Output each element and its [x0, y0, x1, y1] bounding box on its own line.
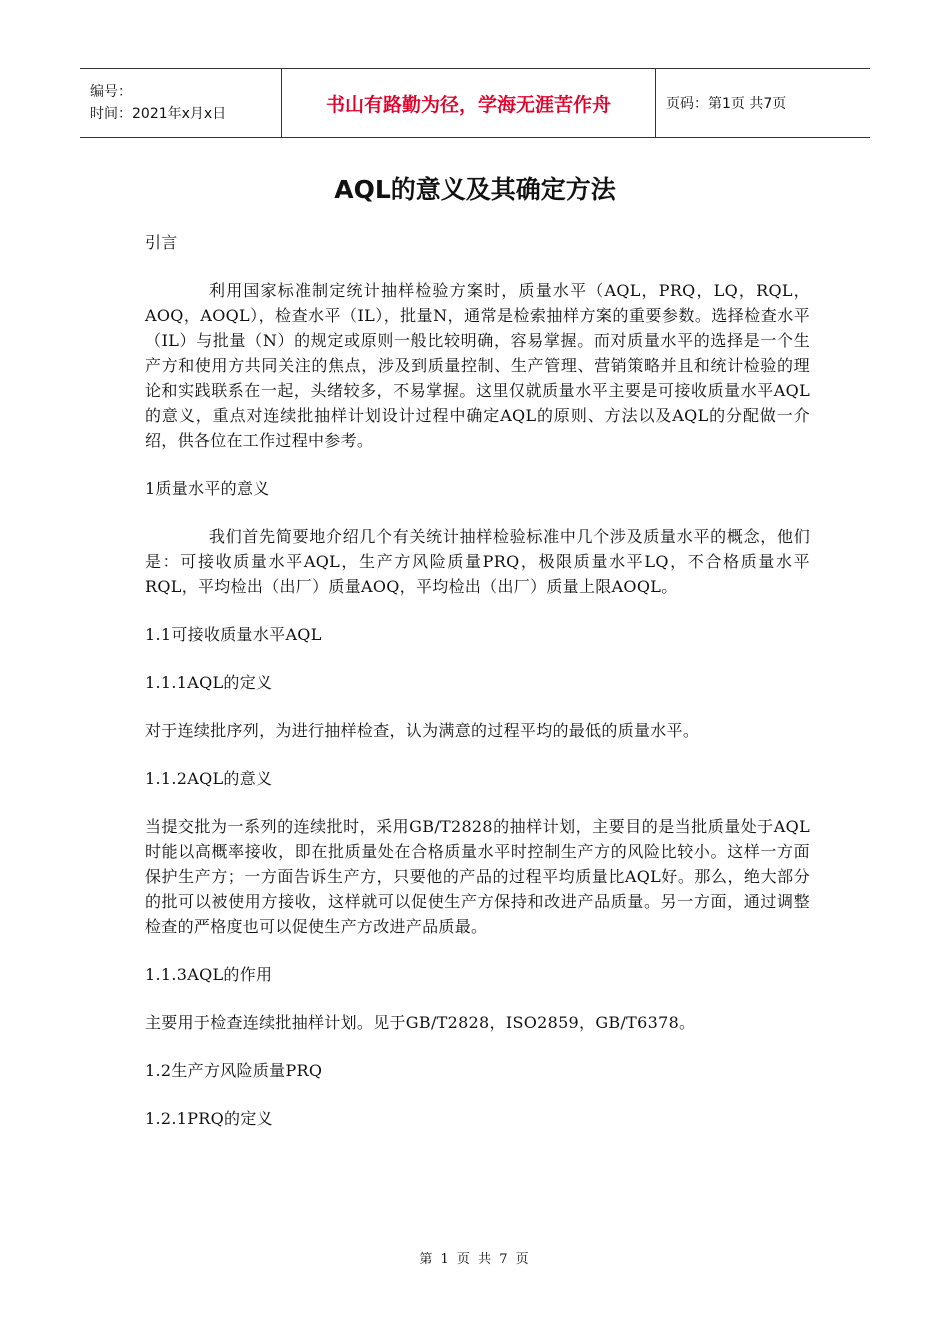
section-heading-1-1-2: 1.1.2AQL的意义	[145, 769, 273, 788]
paragraph-1: 我们首先简要地介绍几个有关统计抽样检验标准中几个涉及质量水平的概念，他们是：可接收质量水平AQL，生产方风险质量PRQ，极限质量水平LQ，不合格质量水平RQL，平均检出（出厂）质量AOQ，平均检出（出厂）质量上限AOQL。	[145, 527, 810, 596]
paragraph-1-1-2: 当提交批为一系列的连续批时，采用GB/T2828的抽样计划，主要目的是当批质量处于AQL时能以高概率接收，即在批质量处在合格质量水平时控制生产方的风险比较小。这样一方面保护生产方；一方面告诉生产方，只要他的产品的过程平均质量比AQL好。那么，绝大部分的批可以被使用方接收，这样就可以促使生产方保持和改进产品质量。另一方面，通过调整检查的严格度也可以促使生产方改进产品质最。	[145, 817, 810, 936]
section-heading-1-1: 1.1可接收质量水平AQL	[145, 625, 322, 644]
header-table	[80, 68, 870, 138]
header-page-info: 页码：第1页 共7页	[666, 96, 787, 112]
header-slogan-cell	[281, 69, 656, 137]
header-meta	[80, 69, 281, 137]
section-heading-1-1-1: 1.1.1AQL的定义	[145, 673, 273, 692]
document-body	[145, 230, 810, 1154]
header-page-cell	[656, 69, 870, 137]
section-heading-1-2-1: 1.2.1PRQ的定义	[145, 1109, 273, 1128]
section-heading-1-2: 1.2生产方风险质量PRQ	[145, 1061, 323, 1080]
section-heading-1-1-3: 1.1.3AQL的作用	[145, 965, 273, 984]
paragraph-1-1-3: 主要用于检查连续批抽样计划。见于GB/T2828，ISO2859，GB/T6378。	[145, 1013, 696, 1032]
document-number-label: 编号：	[90, 84, 132, 100]
paragraph-intro: 利用国家标准制定统计抽样检验方案时，质量水平（AQL，PRQ，LQ，RQL，AOQ，AOQL），检查水平（IL），批量N，通常是检索抽样方案的重要参数。选择检查水平（IL）与批量（N）的规定或原则一般比较明确，容易掌握。而对质量水平的选择是一个生产方和使用方共同关注的焦点，涉及到质量控制、生产管理、营销策略并且和统计检验的理论和实践联系在一起，头绪较多，不易掌握。这里仅就质量水平主要是可接收质量水平AQL的意义，重点对连续批抽样计划设计过程中确定AQL的原则、方法以及AQL的分配做一介绍，供各位在工作过程中参考。	[145, 281, 810, 450]
section-heading-1: 1质量水平的意义	[145, 479, 270, 498]
header-slogan: 书山有路勤为径，学海无涯苦作舟	[325, 93, 611, 116]
document-title: AQL的意义及其确定方法	[334, 175, 616, 204]
document-time-label: 时间：2021年x月x日	[90, 106, 227, 122]
page-footer: 第 1 页 共 7 页	[419, 1252, 531, 1267]
paragraph-1-1-1: 对于连续批序列，为进行抽样检查，认为满意的过程平均的最低的质量水平。	[145, 721, 700, 740]
section-heading-intro: 引言	[145, 233, 178, 252]
